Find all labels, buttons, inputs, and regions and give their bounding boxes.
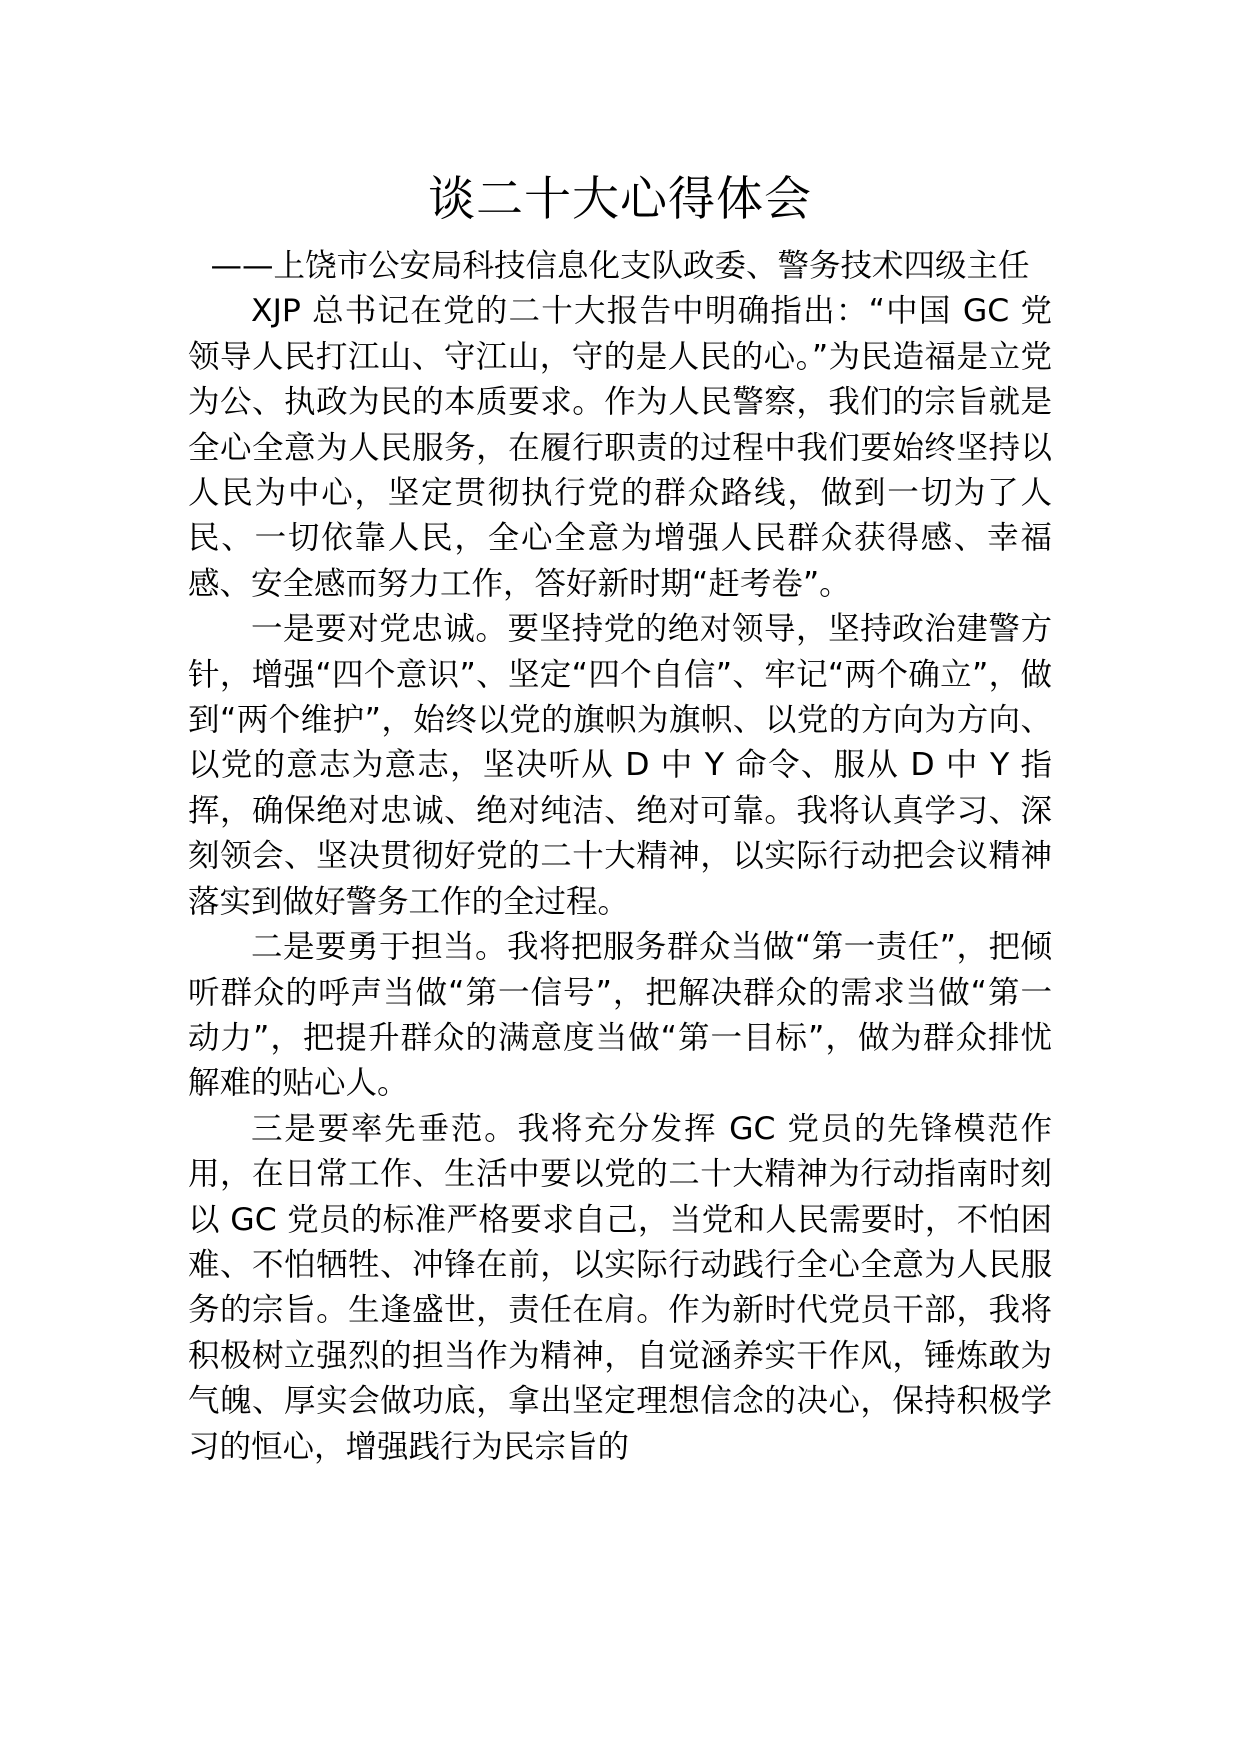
document-subtitle: ——上饶市公安局科技信息化支队政委、警务技术四级主任 — [210, 248, 1030, 284]
document-body — [188, 244, 1052, 1470]
paragraph-point-three: 三是要率先垂范。我将充分发挥 GC 党员的先锋模范作用，在日常工作、生活中要以党的二十大精神为行动指南时刻以 GC 党员的标准严格要求自己，当党和人民需要时，不怕困难、不怕牺牲、冲锋在前，以实际行动践行全心全意为人民服务的宗旨。生逢盛世，责任在肩。作为新时代党员干部，我将积极树立强烈的担当作为精神，自觉涵养实干作风，锤炼敢为气魄、厚实会做功底，拿出坚定理想信念的决心，保持积极学习的恒心，增强践行为民宗旨的 — [188, 1110, 1052, 1465]
paragraph-intro: XJP 总书记在党的二十大报告中明确指出：“中国 GC 党领导人民打江山、守江山，守的是人民的心。”为民造福是立党为公、执政为民的本质要求。作为人民警察，我们的宗旨就是全心全意为人民服务，在履行职责的过程中我们要始终坚持以人民为中心，坚定贯彻执行党的群众路线，做到一切为了人民、一切依靠人民，全心全意为增强人民群众获得感、幸福感、安全感而努力工作，答好新时期“赶考卷”。 — [188, 293, 1052, 602]
paragraph-point-two: 二是要勇于担当。我将把服务群众当做“第一责任”，把倾听群众的呼声当做“第一信号”，把解决群众的需求当做“第一动力”，把提升群众的满意度当做“第一目标”，做为群众排忧解难的贴心人。 — [188, 929, 1052, 1102]
document-title: 谈二十大心得体会 — [428, 172, 812, 227]
paragraph-point-one: 一是要对党忠诚。要坚持党的绝对领导，坚持政治建警方针，增强“四个意识”、坚定“四个自信”、牢记“两个确立”，做到“两个维护”，始终以党的旗帜为旗帜、以党的方向为方向、以党的意志为意志，坚决听从 D 中 Y 命令、服从 D 中 Y 指挥，确保绝对忠诚、绝对纯洁、绝对可靠。我将认真学习、深刻领会、坚决贯彻好党的二十大精神，以实际行动把会议精神落实到做好警务工作的全过程。 — [188, 611, 1052, 920]
